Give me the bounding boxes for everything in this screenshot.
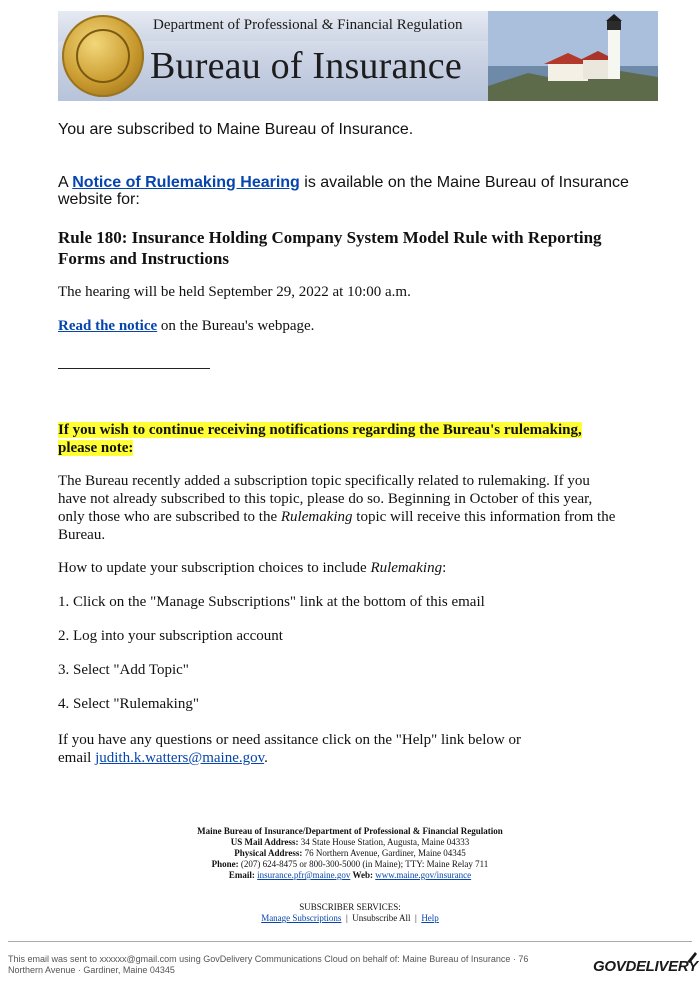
separator-line [58,368,210,369]
hearing-date: The hearing will be held September 29, 2022 at 10:00 a.m. [58,284,411,300]
footer-divider [8,941,692,942]
notice-line2: website for: [58,191,140,208]
para-line1: The Bureau recently added a subscription topic specifically related to rulemaking. If you [58,473,590,489]
state-seal-icon [62,15,144,97]
notice-suffix: is available on the Maine Bureau of Insurance [299,174,629,191]
read-notice-suffix: on the Bureau's webpage. [157,318,315,334]
help-line1: If you have any questions or need assitance click on the "Help" link below or [58,732,521,748]
lighthouse-image-icon [488,11,658,101]
govdelivery-logo [593,958,698,975]
contact-email-link[interactable]: judith.k.watters@maine.gov [95,750,265,766]
footer-sep-1: | [341,913,353,923]
howto-suffix: : [442,560,447,576]
footer-physical-label: Physical Address: [234,848,303,858]
para-line3-em: Rulemaking [280,509,353,525]
govdelivery-text: GOVDELIVERY [593,958,698,975]
footer-email-link[interactable]: insurance.pfr@maine.gov [257,870,351,880]
help-link[interactable]: Help [421,913,439,923]
footer-mail-value: 34 State House Station, Augusta, Maine 04333 [298,837,470,847]
read-the-notice-link[interactable]: Read the notice [58,318,158,334]
unsubscribe-all-link[interactable]: Unsubscribe All [352,913,411,923]
notice-prefix: A [58,174,73,191]
footer-mail-label: US Mail Address: [230,837,299,847]
subscriber-services [0,902,700,924]
para-line2: have not already subscribed to this topic, please do so. Beginning in October of this year, [58,491,593,507]
para-line3-prefix: only those who are subscribed to the [58,509,281,525]
notice-paragraph [58,174,678,208]
footer-phone-value: (207) 624-8475 or 800-300-5000 (in Maine); TTY: Maine Relay 711 [238,859,489,869]
rule-title [58,227,688,269]
footer-sep-2: | [410,913,422,923]
footer-web-link[interactable]: www.maine.gov/insurance [375,870,472,880]
howto-prefix: How to update your subscription choices to include [58,560,371,576]
help-suffix: . [264,750,268,766]
step-1: 1. Click on the "Manage Subscriptions" link at the bottom of this email [58,594,485,610]
read-notice-line [58,318,314,335]
subscription-status: You are subscribed to Maine Bureau of Insurance. [58,121,414,138]
subscriber-services-label: SUBSCRIBER SERVICES: [299,902,401,912]
manage-subscriptions-link[interactable]: Manage Subscriptions [261,913,342,923]
howto-line [58,560,446,577]
footer-physical-value: 76 Northern Avenue, Gardiner, Maine 04345 [302,848,466,858]
rulemaking-paragraph [58,472,688,544]
highlight-line2: please note: [58,440,134,456]
howto-em: Rulemaking [370,560,443,576]
footer-email-label: Email: [228,870,255,880]
footer-web-label: Web: [350,870,373,880]
para-line3-suffix: topic will receive this information from the [352,509,616,525]
step-4: 4. Select "Rulemaking" [58,696,199,712]
step-3: 3. Select "Add Topic" [58,662,189,678]
rulemaking-highlight [58,421,582,457]
sent-line2: Northern Avenue · Gardiner, Maine 04345 [8,965,175,975]
govdelivery-swoosh-icon [686,950,698,964]
sent-info [8,954,588,976]
department-name: Department of Professional & Financial Regulation [153,17,463,33]
footer-address [0,826,700,881]
notice-of-rulemaking-link[interactable]: Notice of Rulemaking Hearing [72,174,300,191]
highlight-line1: If you wish to continue receiving notifications regarding the Bureau's rulemaking, [58,422,582,438]
bureau-title: Bureau of Insurance [150,45,462,87]
help-paragraph [58,731,688,767]
header-banner [58,11,658,101]
rule-title-line2: Forms and Instructions [58,249,229,268]
para-line4: Bureau. [58,527,106,543]
sent-line1: This email was sent to xxxxxx@gmail.com using GovDelivery Communications Cloud on behalf of: Maine Bureau of Insurance · 76 [8,954,529,964]
rule-title-line1: Rule 180: Insurance Holding Company System Model Rule with Reporting [58,228,602,247]
footer-org: Maine Bureau of Insurance/Department of Professional & Financial Regulation [197,826,503,836]
step-2: 2. Log into your subscription account [58,628,283,644]
footer-phone-label: Phone: [211,859,239,869]
help-prefix: email [58,750,96,766]
